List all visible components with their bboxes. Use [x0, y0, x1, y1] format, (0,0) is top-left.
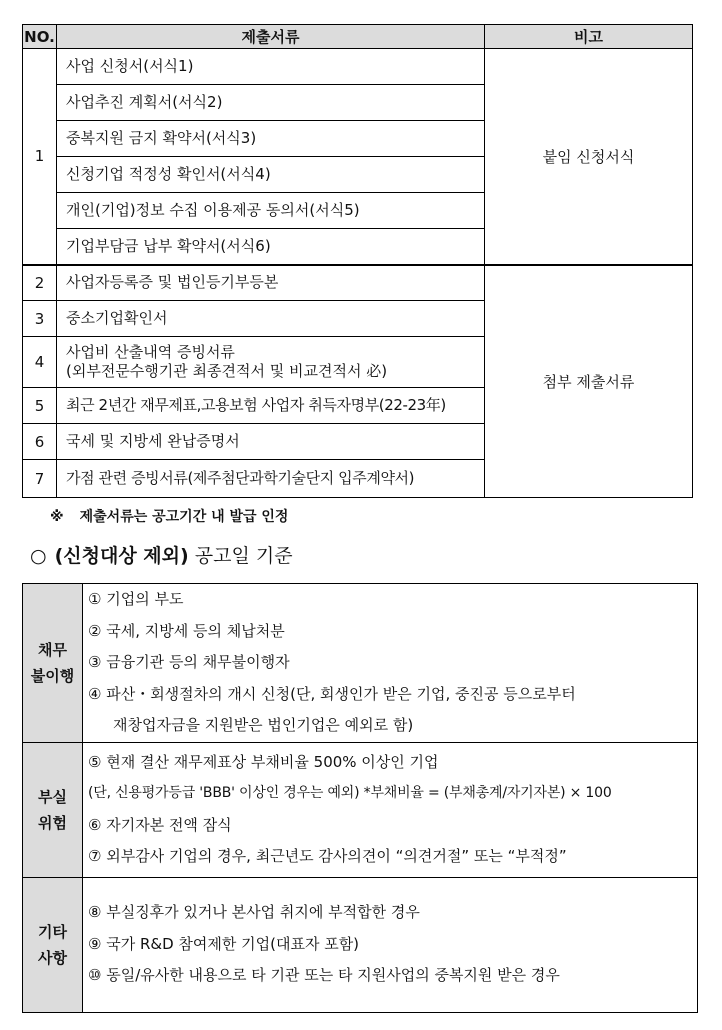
row-number: 7	[23, 460, 57, 498]
table-row	[23, 265, 693, 301]
category-label: 부실 위험	[23, 742, 83, 877]
document-item: 국세 및 지방세 완납증명서	[57, 424, 485, 460]
list-item: ⑧ 부실징후가 있거나 본사업 취지에 부적합한 경우	[88, 903, 420, 922]
category-label: 채무 불이행	[23, 584, 83, 743]
list-item: ⑨ 국가 R&D 참여제한 기업(대표자 포함)	[88, 934, 360, 953]
list-item: ④ 파산・회생절차의 개시 신청(단, 회생인가 받은 기업, 중진공 등으로부터	[88, 684, 576, 703]
category-label: 기타 사항	[23, 877, 83, 1012]
document-item: 기업부담금 납부 확약서(서식6)	[57, 229, 485, 265]
document-item: 사업자등록증 및 법인등기부등본	[57, 265, 485, 301]
row-number: 2	[23, 265, 57, 301]
category-items	[83, 584, 698, 743]
issuance-note	[50, 506, 288, 526]
table-header-row	[23, 25, 693, 49]
row-number: 4	[23, 337, 57, 388]
list-item: ⑦ 외부감사 기업의 경우, 최근년도 감사의견이 “의견거절” 또는 “부적정”	[88, 847, 567, 865]
document-item: 신청기업 적정성 확인서(서식4)	[57, 157, 485, 193]
category-items	[83, 877, 698, 1012]
circle-bullet-icon: ○	[30, 545, 47, 567]
section-heading	[30, 541, 293, 568]
list-item: (단, 신용평가등급 'BBB' 이상인 경우는 예외) *부채비율 = (부채총계/자기자본) × 100	[88, 785, 612, 801]
document-item: 중복지원 금지 확약서(서식3)	[57, 121, 485, 157]
category-row	[23, 877, 698, 1012]
exclusion-criteria-table	[22, 583, 698, 1013]
list-item: ⑩ 동일/유사한 내용으로 타 기관 또는 타 지원사업의 중복지원 받은 경우	[88, 966, 560, 985]
note-text: 제출서류는 공고기간 내 발급 인정	[79, 509, 289, 525]
document-item-multiline	[57, 337, 485, 388]
row-number: 1	[23, 49, 57, 265]
header-no: NO.	[23, 25, 57, 49]
category-row	[23, 584, 698, 743]
list-item: ⑥ 자기자본 전액 잠식	[88, 815, 232, 834]
document-item: 중소기업확인서	[57, 301, 485, 337]
heading-bold-text: (신청대상 제외)	[54, 545, 189, 567]
document-item: 가점 관련 증빙서류(제주첨단과학기술단지 입주계약서)	[57, 460, 485, 498]
document-item: 사업 신청서(서식1)	[57, 49, 485, 85]
table-row	[23, 49, 693, 85]
row-number: 3	[23, 301, 57, 337]
header-remarks: 비고	[485, 25, 693, 49]
list-item: ⑤ 현재 결산 재무제표상 부채비율 500% 이상인 기업	[88, 752, 439, 771]
category-row	[23, 742, 698, 877]
document-item: 사업추진 계획서(서식2)	[57, 85, 485, 121]
row-number: 5	[23, 388, 57, 424]
header-document: 제출서류	[57, 25, 485, 49]
list-item: ① 기업의 부도	[88, 590, 184, 608]
row-number: 6	[23, 424, 57, 460]
reference-mark: ※	[50, 509, 64, 525]
document-item: 최근 2년간 재무제표,고용보험 사업자 취득자명부(22-23年)	[57, 388, 485, 424]
category-items	[83, 742, 698, 877]
document-item-line2: (외부전문수행기관 최종견적서 및 비교견적서 必)	[66, 362, 388, 380]
list-item: ② 국세, 지방세 등의 체납처분	[88, 621, 285, 640]
submission-documents-table	[22, 24, 693, 498]
remark-attached-forms: 붙임 신청서식	[485, 49, 693, 265]
heading-normal-text: 공고일 기준	[194, 545, 293, 567]
remark-attached-documents: 첨부 제출서류	[485, 265, 693, 498]
list-item-continuation: 재창업자금을 지원받은 법인기업은 예외로 함)	[113, 716, 414, 734]
document-item: 개인(기업)정보 수집 이용제공 동의서(서식5)	[57, 193, 485, 229]
document-item-line1: 사업비 산출내역 증빙서류	[66, 343, 235, 361]
list-item: ③ 금융기관 등의 채무불이행자	[88, 653, 290, 671]
